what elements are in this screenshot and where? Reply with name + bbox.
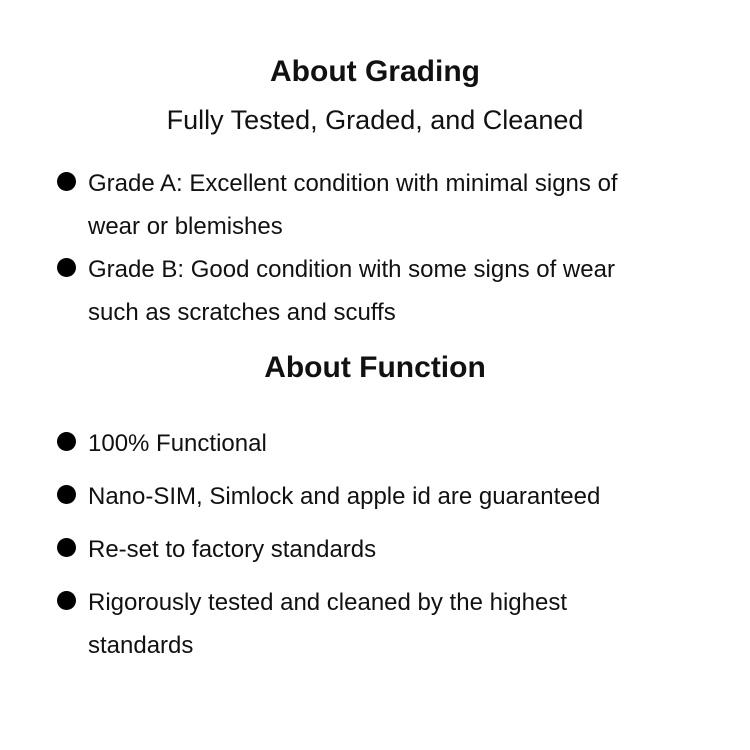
list-item [57, 248, 710, 334]
bullet-icon [57, 432, 76, 451]
list-item [57, 162, 710, 248]
bullet-icon [57, 591, 76, 610]
bullet-icon [57, 485, 76, 504]
bullet-icon [57, 538, 76, 557]
list-item-text: Re-set to factory standards [88, 536, 377, 563]
list-item [57, 528, 710, 571]
bullet-icon [57, 172, 76, 191]
list-item [57, 581, 710, 667]
grading-section-title: About Grading [270, 55, 480, 88]
function-section-title: About Function [264, 351, 486, 384]
list-item-text: 100% Functional [88, 430, 267, 457]
function-list [40, 422, 710, 667]
list-item-text: Grade B: Good condition with some signs of wear such as scratches and scuffs [88, 256, 615, 326]
list-item-text: Grade A: Excellent condition with minimal signs of wear or blemishes [88, 170, 618, 240]
grading-subtitle: Fully Tested, Graded, and Cleaned [166, 105, 584, 135]
list-item [57, 422, 710, 465]
grading-list [40, 162, 710, 334]
list-item [57, 475, 710, 518]
list-item-text: Nano-SIM, Simlock and apple id are guaranteed [88, 483, 601, 510]
list-item-text: Rigorously tested and cleaned by the highest standards [88, 589, 567, 659]
bullet-icon [57, 258, 76, 277]
